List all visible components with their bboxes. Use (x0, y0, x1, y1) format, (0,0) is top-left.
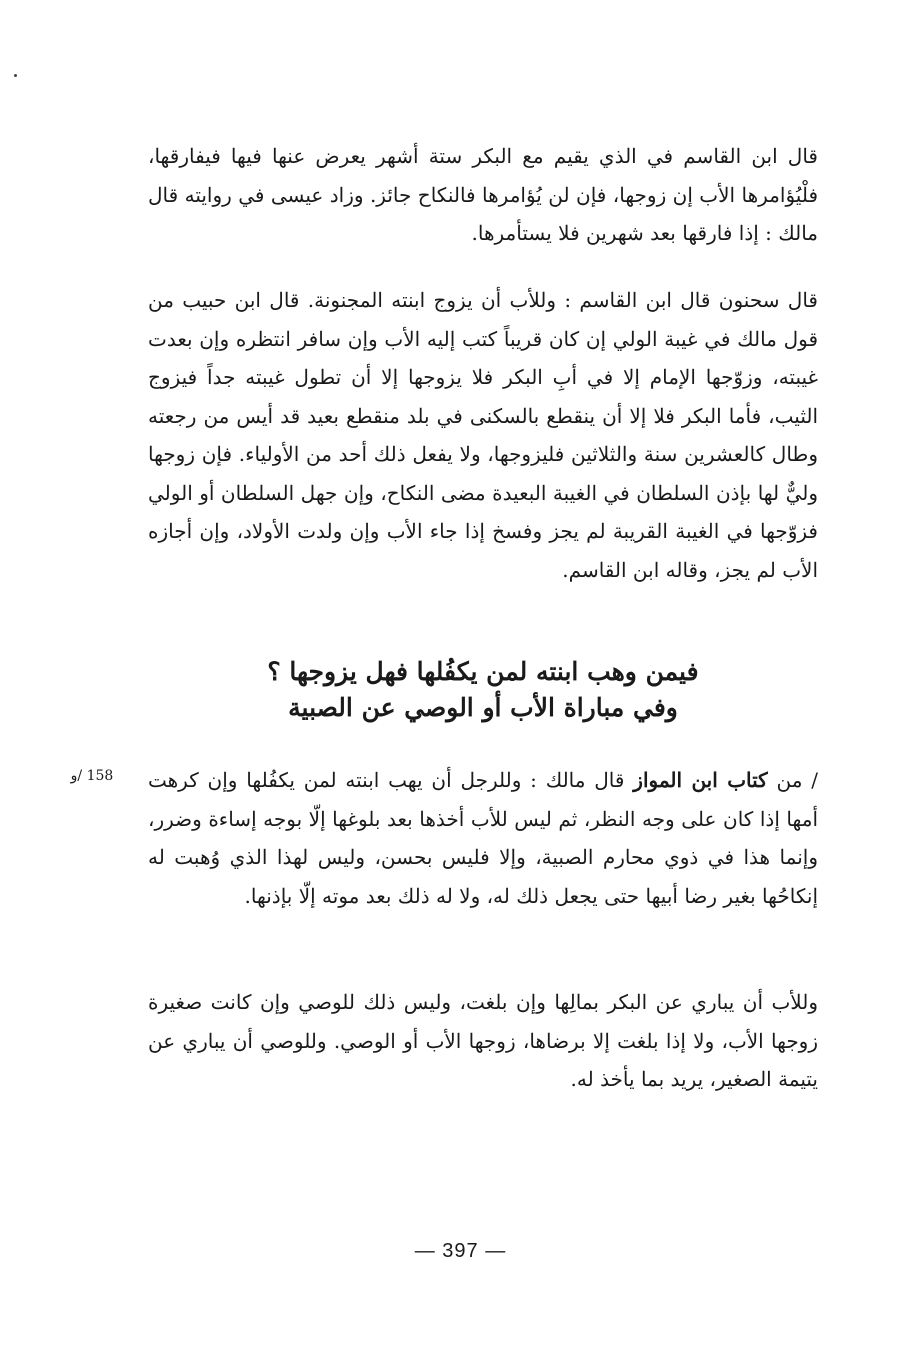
scan-speck (14, 74, 17, 77)
page-number: — 397 — (414, 1240, 507, 1262)
heading-line-1: فيمن وهب ابنته لمن يكفُلها فهل يزوجها ؟ (267, 657, 699, 686)
paragraph-3-body: قال مالك : وللرجل أن يهب ابنته لمن يكفُلها وإن كرهت أمها إذا كان على وجه النظر، ثم ليس للأب أخذها بعد بلوغها إلّا بوجه إساءة وضرر، وإنما هذا في ذوي محارم الصبية، وإلا فليس بحسن، وليس لهذا الذي وُهبت له إنكاحُها بغير رضا أبيها حتى يجعل ذلك له، ولا له ذلك بعد موته إلّا بإذنها. (148, 768, 818, 908)
paragraph-3 (148, 761, 818, 915)
paragraph-4: وللأب أن يباري عن البكر بمالِها وإن بلغت، وليس ذلك للوصي وإن كانت صغيرة زوجها الأب، ولا إذا بلغت إلا برضاها، زوجها الأب أو الوصي. وللوصي أن يباري عن يتيمة الصغير، يريد بما يأخذ له. (148, 990, 818, 1091)
paragraph-1: قال ابن القاسم في الذي يقيم مع البكر ستة أشهر يعرض عنها فيها فيفارقها، فلْيُؤامرها الأب إن زوجها، فإن لن يُؤامرها فالنكاح جائز. وزاد عيسى في روايته قال مالك : إذا فارقها بعد شهرين فلا يستأمرها. (148, 144, 818, 245)
heading-line-2: وفي مباراة الأب أو الوصي عن الصبية (288, 693, 678, 722)
section-heading (148, 654, 818, 726)
paragraph-2: قال سحنون قال ابن القاسم : وللأب أن يزوج ابنته المجنونة. قال ابن حبيب من قول مالك في غيبة الولي إن كان قريباً كتب إليه الأب وإن سافر انتظره وإن بعدت غيبته، وزوّجها الإمام إلا في أبِ البكر فلا يزوجها إلا أن تطول غيبته جداً فيزوج الثيب، فأما البكر فلا إلا أن ينقطع بالسكنى في بلد منقطع بعيد قد أيس من رجعته وطال كالعشرين سنة والثلاثين فليزوجها، ولا يفعل ذلك أحد من الأولياء. فإن زوجها وليٌّ لها بإذن السلطان في الغيبة البعيدة مضى النكاح، وإن جهل السلطان أو الولي فزوّجها في الغيبة القريبة لم يجز وفسخ إذا جاء الأب وإن ولدت الأولاد، وإن أجازه الأب لم يجز، وقاله ابن القاسم. (148, 288, 818, 582)
paragraph-3-lead: / من (767, 768, 818, 792)
source-reference: كتاب ابن المواز (633, 768, 768, 792)
folio-margin-note: 158 /و (70, 768, 114, 784)
